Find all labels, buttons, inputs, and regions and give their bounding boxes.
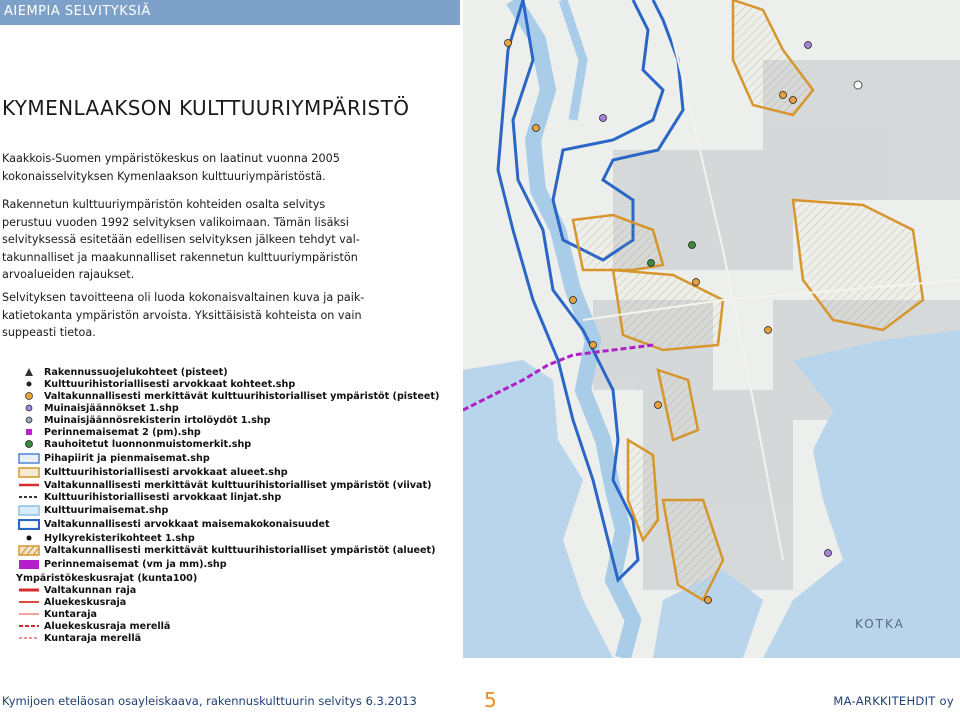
footer-company: MA-ARKKITEHDIT oy	[833, 694, 954, 708]
legend-item: Pihapiirit ja pienmaisemat.shp	[14, 452, 210, 464]
orange-outline-area-icon	[14, 466, 44, 478]
text-line: arvoalueiden rajaukset.	[2, 268, 135, 281]
black-dot-icon	[14, 378, 44, 390]
text-line: katietokanta ympäristön arvoista. Yksittäisistä kohteista on vain	[2, 308, 362, 322]
legend-item: Kulttuurihistoriallisesti arvokkaat linjat.shp	[14, 491, 281, 503]
text-line: suppeasti tietoa.	[2, 326, 96, 339]
legend-item: Aluekeskusraja merellä	[14, 620, 170, 632]
green-dot-icon	[14, 438, 44, 450]
legend-item: Kulttuurihistoriallisesti arvokkaat kohteet.shp	[14, 378, 295, 390]
black-point-icon	[14, 532, 44, 544]
legend-item: Valtakunnallisesti merkittävät kulttuurihistorialliset ympäristöt (alueet)	[14, 544, 436, 556]
triangle-point-icon	[14, 366, 44, 378]
map-legend	[14, 362, 459, 650]
map-image	[463, 0, 960, 658]
legend-item: Valtakunnallisesti merkittävät kulttuurihistorialliset ympäristöt (pisteet)	[14, 390, 439, 402]
legend-item: Perinnemaisemat 2 (pm).shp	[14, 426, 201, 438]
blue-outline-area-icon	[14, 452, 44, 464]
legend-item: Muinaisjäännösrekisterin irtolöydöt 1.shp	[14, 414, 271, 426]
text-line: Kaakkois-Suomen ympäristökeskus on laatinut vuonna 2005	[2, 152, 340, 165]
place-label-kotka: KOTKA	[855, 617, 905, 631]
hatched-area-icon	[14, 544, 44, 556]
red-line-icon	[14, 596, 44, 608]
legend-item: Valtakunnallisesti merkittävät kulttuurihistorialliset ympäristöt (viivat)	[14, 479, 431, 491]
legend-item: Rauhoitetut luonnonmuistomerkit.shp	[14, 438, 251, 450]
legend-item: Valtakunnan raja	[14, 584, 136, 596]
map-drawing	[463, 0, 960, 658]
footer-document-title: Kymijoen eteläosan osayleiskaava, rakennuskulttuurin selvitys 6.3.2013	[2, 694, 417, 708]
paragraph-intro	[2, 150, 457, 185]
text-line: Selvityksen tavoitteena oli luoda kokonaisvaltainen kuva ja paik-	[2, 291, 365, 304]
legend-item: Perinnemaisemat (vm ja mm).shp	[14, 558, 227, 570]
legend-item: Rakennussuojelukohteet (pisteet)	[14, 366, 228, 378]
section-header-bar	[0, 0, 460, 25]
legend-item: Kuntaraja	[14, 608, 97, 620]
purple-dot-icon	[14, 402, 44, 414]
dashed-thin-red-line-icon	[14, 632, 44, 644]
dashed-red-line-icon	[14, 620, 44, 632]
paragraph-goal	[2, 289, 457, 342]
legend-item: Valtakunnallisesti arvokkaat maisemakokonaisuudet	[14, 518, 330, 530]
page-footer	[0, 688, 960, 714]
paragraph-built-environment	[2, 196, 457, 284]
legend-item: Kulttuurimaisemat.shp	[14, 504, 168, 516]
text-line: takunnalliset ja maakunnalliset rakennetun kulttuuriympäristön	[2, 250, 358, 264]
text-line: kokonaisselvityksen Kymenlaakson kulttuuriympäristöstä.	[2, 169, 326, 183]
legend-item: Kuntaraja merellä	[14, 632, 141, 644]
purple-area-icon	[14, 558, 44, 570]
section-label: AIEMPIA SELVITYKSIÄ	[4, 4, 151, 19]
legend-item: Hylkyrekisterikohteet 1.shp	[14, 532, 195, 544]
text-line: selvityksessä esitetään edellisen selvityksen jälkeen tehdyt val-	[2, 233, 360, 246]
text-line: perustuu vuoden 1992 selvityksen valikoimaan. Tämän lisäksi	[2, 215, 349, 229]
orange-dot-icon	[14, 390, 44, 402]
page-number: 5	[484, 688, 497, 712]
light-blue-area-icon	[14, 504, 44, 516]
blue-outline-icon	[14, 518, 44, 530]
red-bold-line-icon	[14, 584, 44, 596]
thin-red-line-icon	[14, 608, 44, 620]
legend-item: Kulttuurihistoriallisesti arvokkaat alueet.shp	[14, 466, 288, 478]
red-line-icon	[14, 479, 44, 491]
legend-item: Ympäristökeskusrajat (kunta100)	[16, 572, 198, 584]
magenta-square-icon	[14, 426, 44, 438]
text-line: Rakennetun kulttuuriympäristön kohteiden osalta selvitys	[2, 198, 326, 211]
legend-item: Muinaisjäännökset 1.shp	[14, 402, 179, 414]
dashed-line-icon	[14, 491, 44, 503]
legend-item: Aluekeskusraja	[14, 596, 126, 608]
page-title: KYMENLAAKSON KULTTUURIYMPÄRISTÖ	[2, 96, 410, 120]
grey-dot-icon	[14, 414, 44, 426]
